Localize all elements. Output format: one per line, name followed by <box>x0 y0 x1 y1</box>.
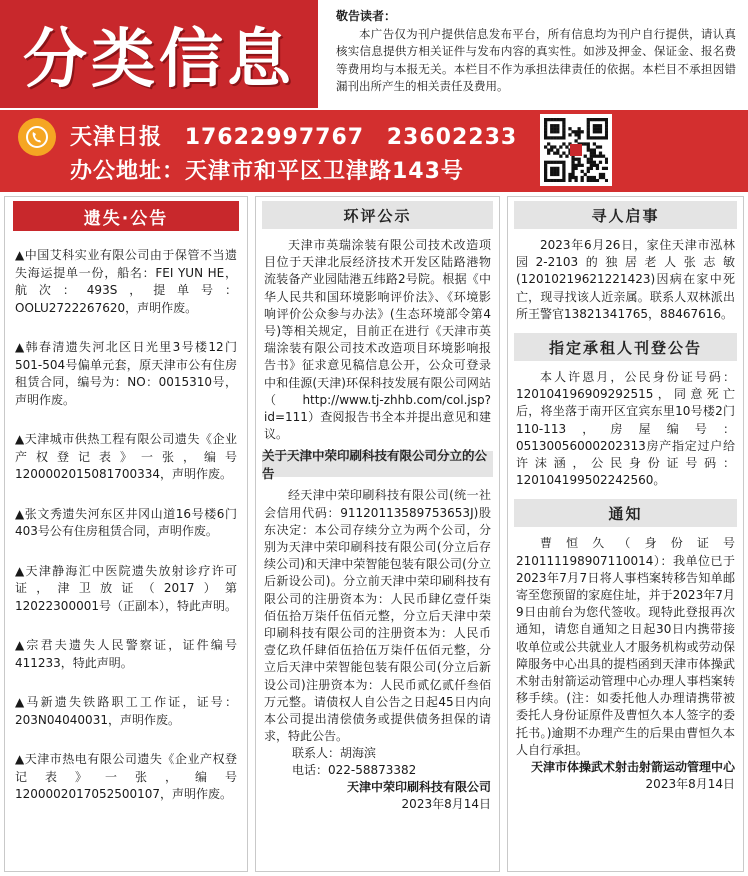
split-body: 经天津中荣印刷科技有限公司(统一社会信用代码：91120113589753653J)股东决定：本公司存续分立为两个公司，分别为天津中荣印刷科技有限公司(分立后存续公司)和天津中荣智能包装有限公司(分立后新设公司)。分立前天津中荣印刷科技有限公司的注册资本为：人民币肆亿壹仟柒佰伍拾万柒仟伍佰元整，分立后天津中荣印刷科技有限公司的注册资本为：人民币壹亿玖仟肆佰伍拾伍万柒仟伍佰元整，分立后天津中荣智能包装有限公司(分立后新设公司)注册资本为：人民币贰亿贰仟叁佰万元整。请债权人自公告之日起45日内向本公司提出清偿债务或提供债务担保的请求，特此公告。 <box>264 488 491 744</box>
header <box>0 0 748 192</box>
lost-heading: 遗失·公告 <box>13 201 239 231</box>
split-heading: 关于天津中荣印刷科技有限公司分立的公告 <box>262 451 493 477</box>
split-date: 2023年8月14日 <box>401 797 491 812</box>
search-heading: 寻人启事 <box>514 201 737 229</box>
split-contact-person: 联系人：胡海滨 <box>292 746 377 761</box>
notice-column-middle <box>255 196 500 872</box>
list-item: ▲天津市热电有限公司遗失《企业产权登记表》一张，编号120000201705250010​7，声明作废。 <box>15 752 237 801</box>
notice-body-text: 曹恒久（身份证号210111198907110014）：我单位已于2023年7月7日将人事档案转移告知单邮寄至您预留的家庭住址，并于2023年7月9日由前台为您代签收。现特此登报再次通知，请您自通知之日起30日内携带接收单位或公共就业人才服务机构或劳动保障服务中心出具的提档函到天津市体操武术射击射箭运动管理中心办理人事档案转移手续。(注：如委托他人办理请携带被委托人身份证原件及曹恒久本人签字的委托书。)逾期不办理产生的后果由曹恒久本人自行承担。 <box>516 536 735 757</box>
paper-name: 天津日报 <box>70 125 163 150</box>
split-signer: 天津中荣印刷科技有限公司 <box>346 780 491 795</box>
list-item: ▲天津城市供热工程有限公司遗失《企业产权登记表》一张，编号120000201508170033​4，声明作废。 <box>15 432 237 481</box>
list-item: ▲中国艾科实业有限公司由于保管不当遗失海运提单一份，船名：FEI YUN HE，航次：493S，提单号：OOLU2722267620，声明作废。 <box>15 248 237 315</box>
list-item: ▲马新遗失铁路职工工作证，证号：203N04040031，声明作废。 <box>15 695 237 727</box>
notice-title: 敬告读者： <box>336 9 397 23</box>
list-item: ▲天津静海汇中医院遗失放射诊疗许可证，津卫放证（2017）第12022300001号（正副本），特此声明。 <box>15 563 237 613</box>
qr-code-icon <box>540 114 612 186</box>
lost-list <box>5 247 247 804</box>
notice-signer: 天津市体操武术射击射箭运动管理中心 <box>530 760 735 775</box>
notice-date: 2023年8月14日 <box>645 777 735 792</box>
env-body: 天津市英瑞涂装有限公司技术改造项目位于天津北辰经济技术开发区陆路港物流装备产业园陆港五纬路2号院。根据《中华人民共和国环境影响评价法》、《环境影响评价公众参与办法》(生态环境部令第4号)等相关规定，目前正在进行《天津市英瑞涂装有限公司技术改造项目环境影响报告书》征求意见稿信息公开，公众可登录中和佳源(天津)环保科技发展有限公司网站（http://www.tj-zhhb.com/col.jsp?id=111）查阅报告书全本并提出意见和建议。 <box>264 238 491 442</box>
contact-phones <box>70 120 531 151</box>
list-item: ▲韩春清遗失河北区日光里3号楼12门501-504号偏单元套，原天津市公有住房租赁合同，编号为：NO：0015310号，声明作废。 <box>15 340 237 407</box>
undertaker-heading: 指定承租人刊登公告 <box>514 333 737 361</box>
page-title: 分类信息 <box>23 23 295 97</box>
office-address: 办公地址：天津市和平区卫津路143号 <box>70 159 464 184</box>
notice-column-right <box>507 196 744 872</box>
list-item: ▲宗君夫遗失人民警察证，证件编号411233，特此声明。 <box>15 638 237 670</box>
notice-body: 本广告仅为刊户提供信息发布平台，所有信息均为刊户自行提供，请认真核实信息提供方相关证件与发布内容的真实性。如涉及押金、保证金、报名费等费用均与本报无关。本栏目不作为承担法律责任的依据。本栏目不承担因错漏刊出所产生的相关责任及费用。 <box>336 26 736 93</box>
undertaker-body: 本人许恩月，公民身份证号码：12010419690929251​5，同意死亡后，将坐落于南开区宜宾东里10号楼2门110-113，房屋编号：05130056000202313房产指定过户给许沫涵，公民身份证号码：12010419950224256​0。 <box>516 370 735 488</box>
search-body: 2023年6月26日，家住天津市泓林园2-2103的独居老人张志敏(12010219621221423)因病在家中死亡，现寻找该人近亲属。联系人双林派出所王警官13821341765，88467616。 <box>516 238 735 321</box>
split-contact-phone: 电话：022-58873382 <box>292 763 417 778</box>
lost-column <box>4 196 248 872</box>
phone-number-2: 23602233 <box>386 125 518 150</box>
phone-number-1: 17622997767 <box>184 125 365 150</box>
phone-icon <box>18 118 56 156</box>
list-item: ▲张文秀遗失河东区井冈山道16号楼6门403号公有住房租赁合同，声明作废。 <box>15 506 237 538</box>
notice-heading: 通知 <box>514 499 737 527</box>
contact-bar <box>0 110 748 192</box>
title-banner <box>0 0 318 108</box>
env-heading: 环评公示 <box>262 201 493 229</box>
reader-notice <box>336 8 736 96</box>
